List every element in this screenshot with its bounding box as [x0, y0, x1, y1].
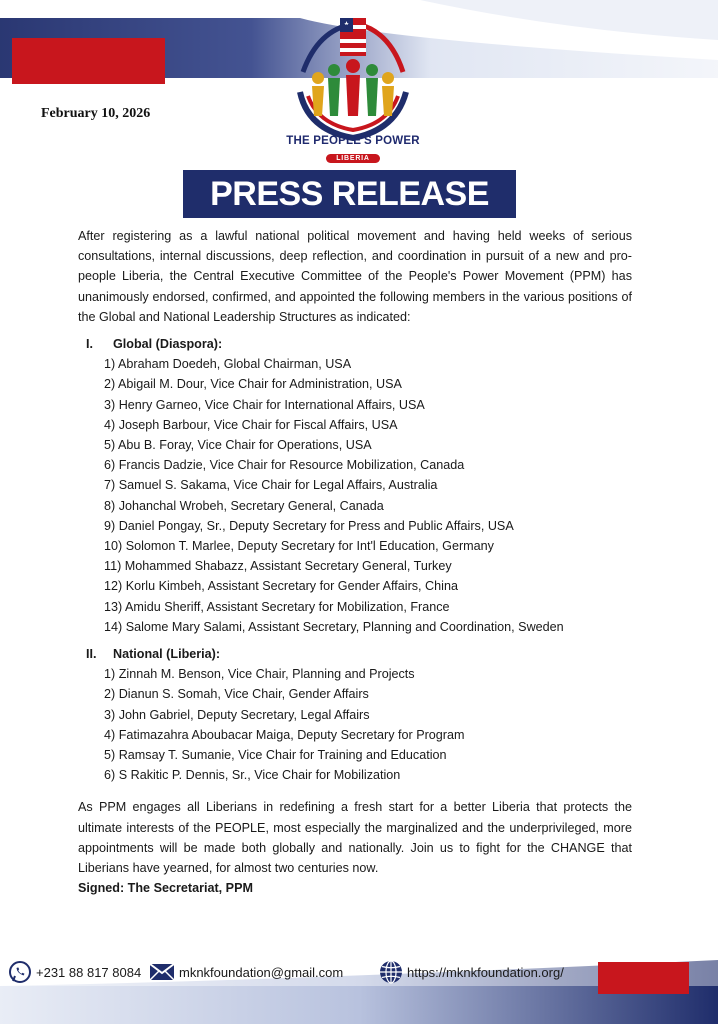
contact-email[interactable] [149, 961, 343, 983]
release-body [78, 226, 632, 899]
section-title: National (Liberia): [113, 647, 221, 662]
global-appointments-list [104, 354, 632, 637]
list-item: 4) Fatimazahra Aboubacar Maiga, Deputy Secretary for Program [104, 727, 465, 742]
website-url: https://mknkfoundation.org/ [407, 964, 564, 980]
header-red-block [12, 38, 165, 84]
list-item: 8) Johanchal Wrobeh, Secretary General, Canada [104, 498, 384, 513]
press-release-title: PRESS RELEASE [210, 174, 489, 213]
list-item: 2) Abigail M. Dour, Vice Chair for Administration, USA [104, 377, 402, 392]
logo-caption [268, 135, 438, 165]
list-item: 12) Korlu Kimbeh, Assistant Secretary for Gender Affairs, China [104, 579, 458, 594]
contact-phone[interactable] [8, 961, 141, 983]
release-date: February 10, 2026 [41, 106, 151, 121]
list-item: 6) Francis Dadzie, Vice Chair for Resource Mobilization, Canada [104, 458, 465, 473]
list-item: 4) Joseph Barbour, Vice Chair for Fiscal Affairs, USA [104, 417, 398, 432]
closing-paragraph: As PPM engages all Liberians in redefining a fresh start for a better Liberia that protects the ultimate interests of the PEOPLE, most especially the marginalized and the underprivileged, more appointments will be made both globally and nationally. Join us to fight for the CHANGE that Liberians have yearned, for almost two centuries now. [78, 800, 632, 876]
logo-title: THE PEOPLE'S POWER [286, 135, 420, 147]
list-item: 3) John Gabriel, Deputy Secretary, Legal Affairs [104, 707, 370, 722]
section-numeral: II. [86, 647, 97, 662]
list-item: 1) Abraham Doedeh, Global Chairman, USA [104, 357, 352, 372]
section-title: Global (Diaspora): [113, 337, 223, 352]
list-item: 7) Samuel S. Sakama, Vice Chair for Legal Affairs, Australia [104, 478, 438, 493]
globe-icon [379, 960, 403, 984]
list-item: 11) Mohammed Shabazz, Assistant Secretary General, Turkey [104, 559, 452, 574]
section-heading-national [86, 644, 632, 664]
list-item: 6) S Rakitic P. Dennis, Sr., Vice Chair for Mobilization [104, 768, 401, 783]
list-item: 2) Dianun S. Somah, Vice Chair, Gender Affairs [104, 687, 369, 702]
email-address: mknkfoundation@gmail.com [179, 964, 344, 980]
list-item: 5) Abu B. Foray, Vice Chair for Operations, USA [104, 438, 372, 453]
footer-red-block [598, 962, 689, 994]
phone-number: +231 88 817 8084 [36, 964, 142, 980]
national-appointments-list [104, 664, 632, 785]
section-numeral: I. [86, 337, 93, 352]
section-heading-global [86, 334, 632, 354]
signature-line: Signed: The Secretariat, PPM [78, 881, 253, 896]
list-item: 13) Amidu Sheriff, Assistant Secretary for Mobilization, France [104, 599, 450, 614]
list-item: 5) Ramsay T. Sumanie, Vice Chair for Training and Education [104, 748, 447, 763]
logo-subtitle: LIBERIA [326, 154, 380, 163]
list-item: 9) Daniel Pongay, Sr., Deputy Secretary for Press and Public Affairs, USA [104, 518, 514, 533]
intro-paragraph: After registering as a lawful national political movement and having held weeks of serious consultations, internal discussions, deep reflection, and coordination in pursuit of a new and pro-people Liberia, the Central Executive Committee of the People's Power Movement (PPM) has unanimously endorsed, confirmed, and appointed the following members in the various positions of the Global and National Leadership Structures as indicated: [78, 229, 632, 324]
list-item: 10) Solomon T. Marlee, Deputy Secretary for Int'l Education, Germany [104, 539, 494, 554]
list-item: 3) Henry Garneo, Vice Chair for International Affairs, USA [104, 397, 425, 412]
contact-website[interactable] [379, 961, 564, 983]
list-item: 14) Salome Mary Salami, Assistant Secretary, Planning and Coordination, Sweden [104, 619, 564, 634]
email-icon [149, 962, 175, 982]
list-item: 1) Zinnah M. Benson, Vice Chair, Planning and Projects [104, 667, 415, 682]
press-release-banner [183, 170, 516, 218]
whatsapp-icon [8, 960, 32, 984]
